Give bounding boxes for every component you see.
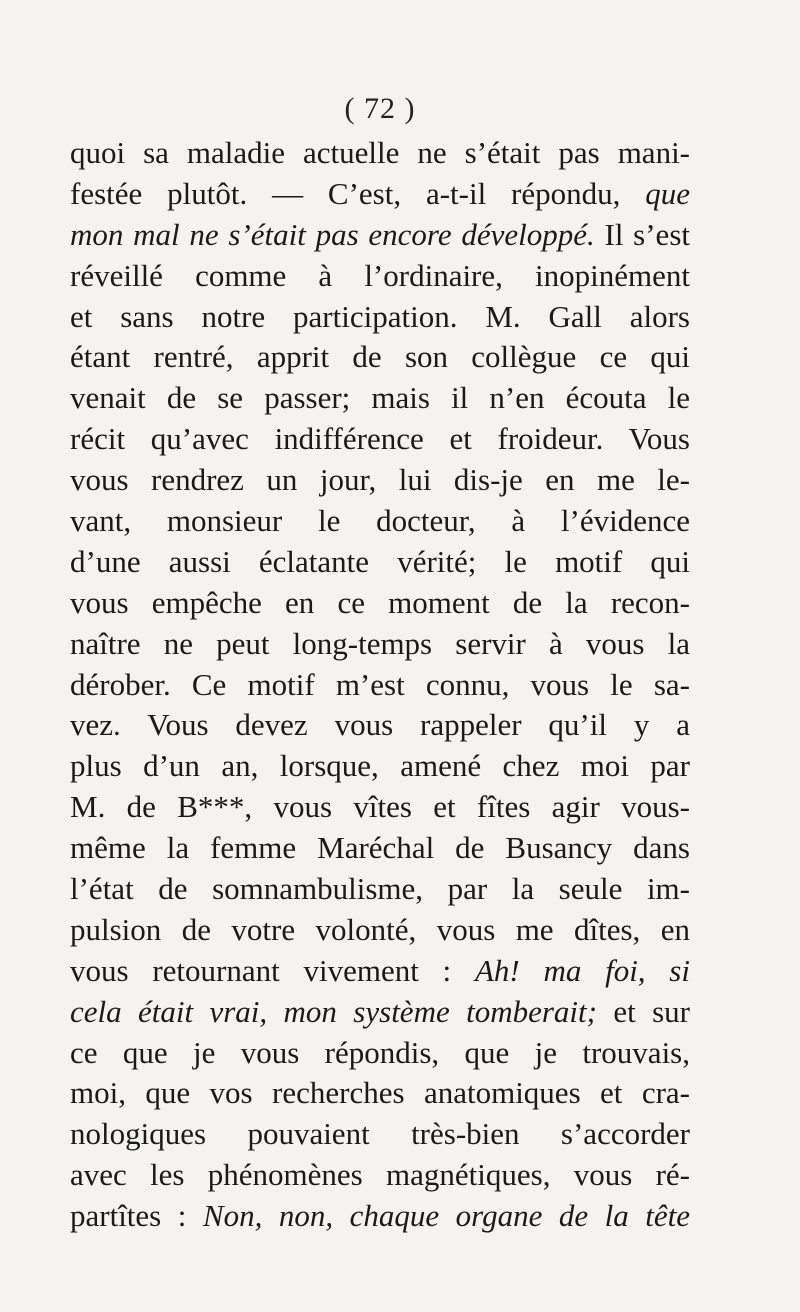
text-line <box>70 378 690 419</box>
text-line <box>70 133 690 174</box>
text-segment: vant, monsieur le docteur, à l’évidence <box>70 503 690 539</box>
text-segment: vous empêche en ce moment de la recon- <box>70 584 690 620</box>
text-line <box>70 419 690 460</box>
text-line <box>70 1155 690 1196</box>
text-line <box>70 951 690 992</box>
text-line <box>70 1196 690 1237</box>
text-line <box>70 665 690 706</box>
text-segment: l’état de somnambulisme, par la seule im- <box>70 871 690 907</box>
body-text <box>70 133 690 1237</box>
italic-text: cela était vrai, mon système tomberait; <box>70 993 597 1029</box>
text-segment: Il s’est <box>594 216 690 252</box>
text-line <box>70 1114 690 1155</box>
text-segment: même la femme Maréchal de Busancy dans <box>70 830 690 866</box>
text-segment: naître ne peut long-temps servir à vous la <box>70 625 690 661</box>
text-line <box>70 992 690 1033</box>
text-segment: vous rendrez un jour, lui dis-je en me le- <box>70 462 690 498</box>
text-line <box>70 828 690 869</box>
text-line <box>70 624 690 665</box>
text-segment: ce que je vous répondis, que je trouvais, <box>70 1034 690 1070</box>
text-segment: et sur <box>596 993 690 1029</box>
text-segment: venait de se passer; mais il n’en écouta le <box>70 380 690 416</box>
text-line <box>70 1073 690 1114</box>
text-line <box>70 869 690 910</box>
italic-text: que <box>645 175 690 211</box>
text-segment: plus d’un an, lorsque, amené chez moi par <box>70 748 690 784</box>
text-segment: quoi sa maladie actuelle ne s’était pas mani- <box>70 135 690 170</box>
text-line <box>70 1033 690 1074</box>
text-segment: partîtes : <box>70 1198 203 1234</box>
text-line <box>70 337 690 378</box>
text-segment: pulsion de votre volonté, vous me dîtes, en <box>70 911 690 947</box>
text-line <box>70 501 690 542</box>
text-segment: récit qu’avec indifférence et froideur. Vous <box>70 421 690 457</box>
text-segment: M. de B***, vous vîtes et fîtes agir vous- <box>70 789 690 825</box>
text-segment: et sans notre participation. M. Gall alors <box>70 298 690 334</box>
text-segment: dérober. Ce motif m’est connu, vous le sa- <box>70 666 690 702</box>
text-segment: moi, que vos recherches anatomiques et cra- <box>70 1075 690 1111</box>
text-segment: festée plutôt. — C’est, a-t-il répondu, <box>70 175 646 211</box>
text-line <box>70 910 690 951</box>
italic-text: mon mal ne s’était pas encore développé. <box>70 216 595 252</box>
text-segment: nologiques pouvaient très-bien s’accorder <box>70 1116 690 1152</box>
italic-text: Non, non, chaque organe de la tête <box>202 1198 691 1234</box>
text-line <box>70 746 690 787</box>
text-segment: réveillé comme à l’ordinaire, inopinément <box>70 257 690 293</box>
italic-text: Ah! ma foi, si <box>474 952 690 988</box>
text-segment: avec les phénomènes magnétiques, vous ré- <box>70 1157 690 1193</box>
text-line <box>70 542 690 583</box>
text-line <box>70 787 690 828</box>
text-line <box>70 297 690 338</box>
text-segment: vez. Vous devez vous rappeler qu’il y a <box>70 707 690 743</box>
text-line <box>70 256 690 297</box>
text-line <box>70 215 690 256</box>
text-line <box>70 583 690 624</box>
text-line <box>70 174 690 215</box>
page-number: ( 72 ) <box>344 92 416 125</box>
text-segment: étant rentré, apprit de son collègue ce qui <box>70 339 690 375</box>
text-segment: vous retournant vivement : <box>70 952 475 988</box>
text-line <box>70 460 690 501</box>
text-segment: d’une aussi éclatante vérité; le motif qui <box>70 543 690 579</box>
text-line <box>70 705 690 746</box>
